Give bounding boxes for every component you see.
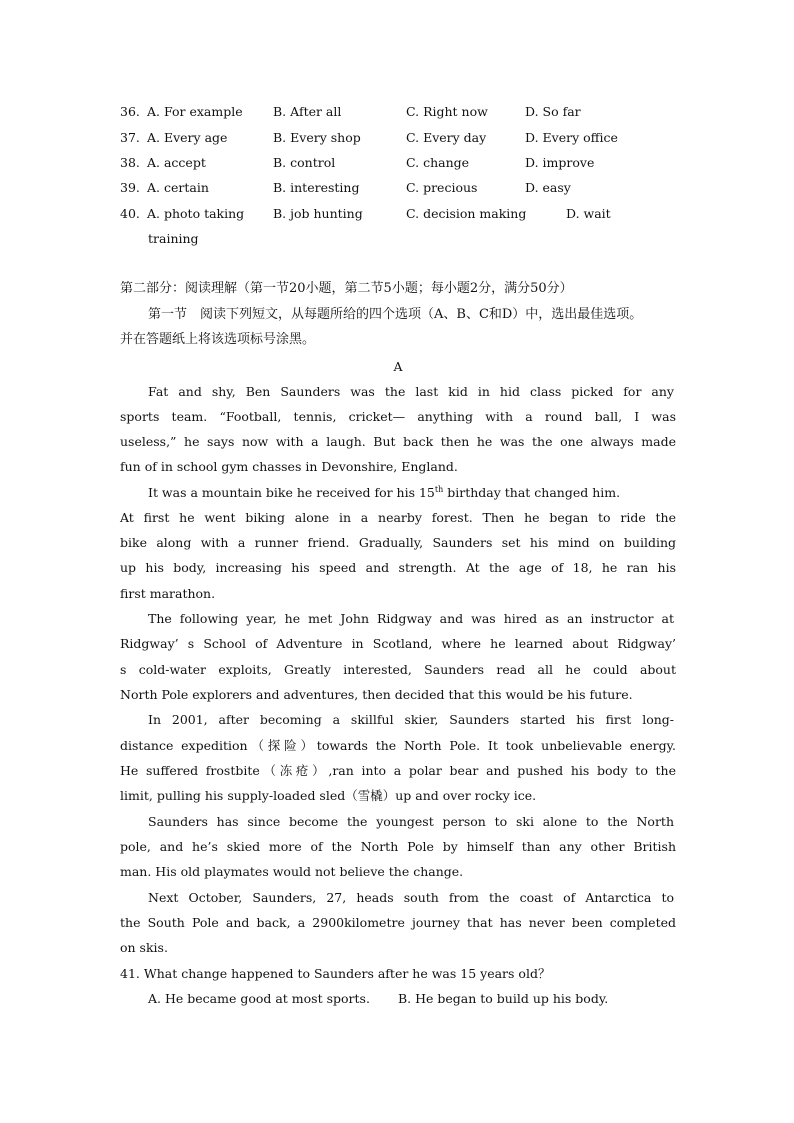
option-a-continuation: training (148, 231, 199, 246)
passage-line: pole, and he’s skied more of the North Pole by himself than any other British (120, 839, 676, 854)
option-c: C. change (406, 155, 470, 170)
passage-line: Saunders has since become the youngest person to ski alone to the North (148, 814, 674, 829)
question-number: 36. (120, 104, 140, 119)
option-a: A. Every age (147, 130, 228, 145)
passage-line: North Pole explorers and adventures, then decided that this would be his future. (120, 687, 633, 702)
question-number: 40. (120, 206, 140, 221)
section-title: 第二部分：阅读理解（第一节20小题，第二节5小题；每小题2分，满分50分） (120, 281, 573, 296)
passage-line (148, 485, 674, 501)
passage-line: In 2001, after becoming a skillful skier, Saunders started his first long- (148, 712, 674, 727)
passage-line: s cold-water exploits, Greatly interested, Saunders read all he could about (120, 662, 676, 677)
option-b: B. interesting (273, 180, 360, 195)
option-b: B. He began to build up his body. (398, 991, 609, 1006)
passage-line: He suffered frostbite（冻疮）,ran into a polar bear and pushed his body to the (120, 763, 676, 778)
option-d: D. So far (525, 104, 581, 119)
passage-line: the South Pole and back, a 2900kilometre journey that has never been completed (120, 915, 676, 930)
passage-line: sports team. “Football, tennis, cricket— anything with a round ball, I was (120, 409, 676, 424)
option-a: A. For example (147, 104, 243, 119)
option-c: C. precious (406, 180, 478, 195)
passage-line: on skis. (120, 940, 168, 955)
option-a: A. certain (147, 180, 209, 195)
option-b: B. job hunting (273, 206, 363, 221)
section-instruction: 第一节 阅读下列短文，从每题所给的四个选项（A、B、C和D）中，选出最佳选项。 (148, 307, 643, 322)
passage-line: useless,” he says now with a laugh. But back then he was the one always made (120, 434, 676, 449)
passage-line: Ridgway’ s School of Adventure in Scotland, where he learned about Ridgway’ (120, 636, 676, 651)
option-d: D. Every office (525, 130, 618, 145)
passage-line: Next October, Saunders, 27, heads south from the coast of Antarctica to (148, 890, 674, 905)
passage-line: distance expedition（探险）towards the North Pole. It took unbelievable energy. (120, 738, 676, 753)
passage-line: At first he went biking alone in a nearby forest. Then he began to ride the (120, 510, 676, 525)
passage-line: limit, pulling his supply-loaded sled（雪橇）up and over rocky ice. (120, 788, 537, 803)
option-d: D. improve (525, 155, 595, 170)
option-b: B. Every shop (273, 130, 361, 145)
option-a: A. photo taking (147, 206, 245, 221)
section-instruction-2: 并在答题纸上将该选项标号涂黑。 (120, 332, 316, 347)
passage-line: The following year, he met John Ridgway and was hired as an instructor at (148, 611, 674, 626)
question-number: 39. (120, 180, 140, 195)
passage-line: man. His old playmates would not believe the change. (120, 864, 464, 879)
option-a: A. He became good at most sports. (148, 991, 370, 1006)
option-d: D. wait (566, 206, 611, 221)
option-c: C. decision making (406, 206, 527, 221)
question-number: 38. (120, 155, 140, 170)
option-a: A. accept (147, 155, 206, 170)
passage-line: fun of in school gym chasses in Devonshire, England. (120, 459, 458, 474)
passage-line: up his body, increasing his speed and strength. At the age of 18, he ran his (120, 560, 676, 575)
option-c: C. Every day (406, 130, 487, 145)
passage-line: bike along with a runner friend. Gradually, Saunders set his mind on building (120, 535, 676, 550)
ordinal-suffix: th (434, 484, 444, 494)
option-c: C. Right now (406, 104, 488, 119)
passage-line: Fat and shy, Ben Saunders was the last kid in hid class picked for any (148, 384, 674, 399)
option-b: B. After all (273, 104, 342, 119)
question-stem: 41. What change happened to Saunders after he was 15 years old？ (120, 966, 551, 981)
question-number: 37. (120, 130, 140, 145)
passage-text-segment: It was a mountain bike he received for his 15 (148, 485, 435, 500)
option-b: B. control (273, 155, 336, 170)
passage-text-segment: birthday that changed him. (443, 485, 621, 500)
passage-label: A (393, 359, 403, 374)
passage-line: first marathon. (120, 586, 216, 601)
option-d: D. easy (525, 180, 571, 195)
